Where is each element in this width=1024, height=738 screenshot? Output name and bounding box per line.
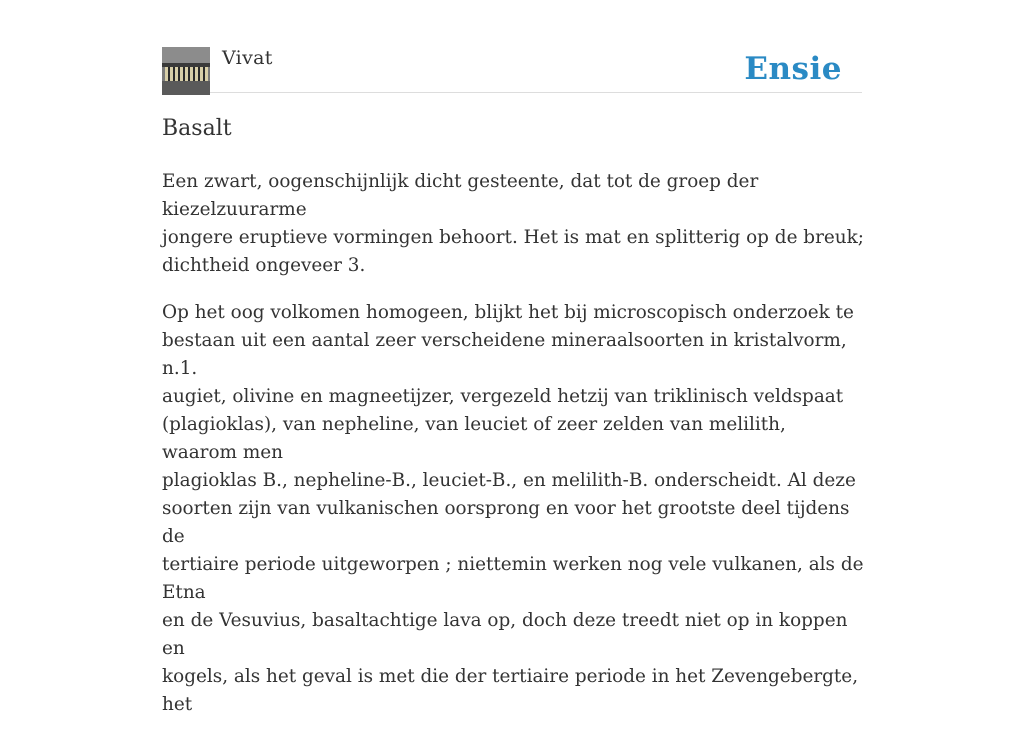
site-logo[interactable]: Ensie [744, 51, 842, 87]
article-title: Basalt [162, 116, 232, 141]
page-header [162, 46, 862, 93]
author-avatar[interactable] [162, 47, 210, 95]
avatar-image [162, 47, 210, 95]
article-paragraph: Op het oog volkomen homogeen, blijkt het bij microscopisch onderzoek te bestaan uit een aantal zeer verscheidene mineraalsoorten in kristalvorm, n.1. augiet, olivine en magneetijzer, vergezeld hetzij van triklinisch veldspaat (plagioklas), van nepheline, van leuciet of zeer zelden van melilith, waarom men plagioklas B., nepheline-B., leuciet-B., en melilith-B. onderscheidt. Al deze soorten zijn van vulkanischen oorsprong en voor het grootste deel tijdens de tertiaire periode uitgeworpen ; niettemin werken nog vele vulkanen, als de Etna en de Vesuvius, basaltachtige lava op, doch deze treedt niet op in koppen en kogels, als het geval is met die der tertiaire periode in het Zevengebergte, het [162, 302, 864, 715]
author-name[interactable]: Vivat [222, 47, 273, 69]
article-paragraph: Een zwart, oogenschijnlijk dicht gesteente, dat tot de groep der kiezelzuurarme jongere eruptieve vormingen behoort. Het is mat en splitterig op de breuk; dichtheid ongeveer 3. [162, 171, 864, 276]
article-body [162, 168, 866, 738]
